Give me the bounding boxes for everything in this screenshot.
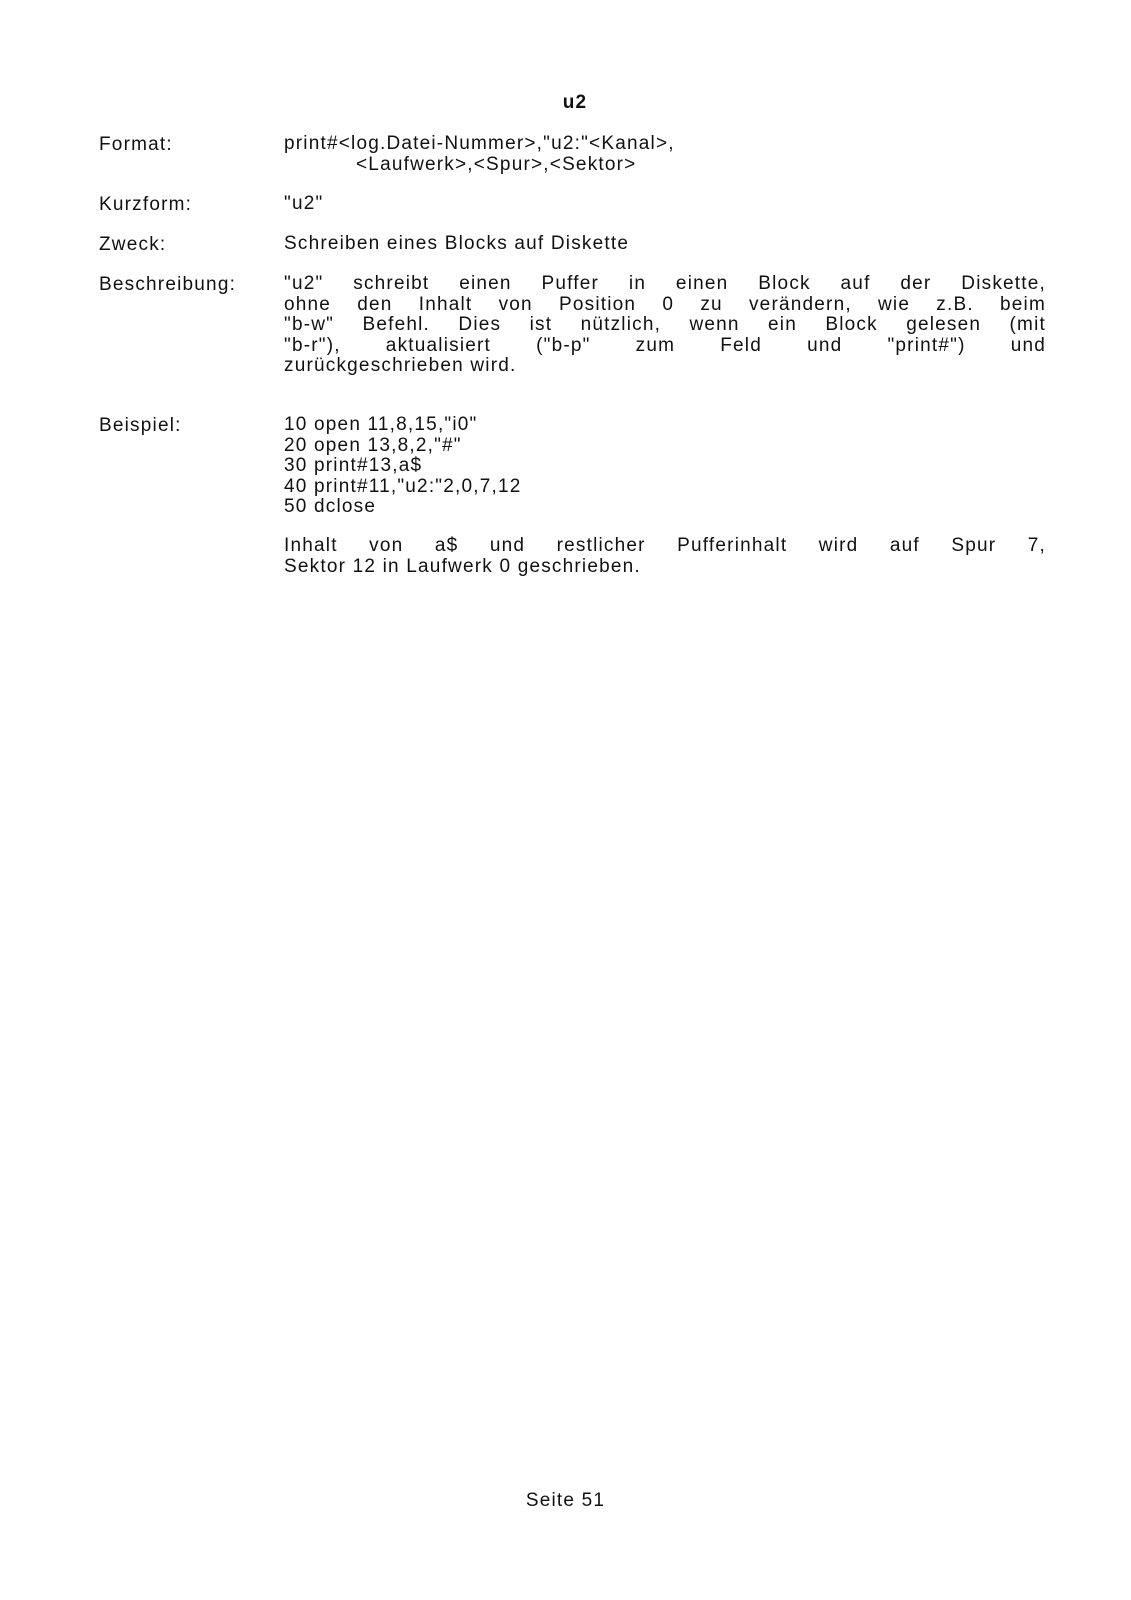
code-line-10: 10 open 11,8,15,"i0" [284,414,478,435]
beschreibung-line-1: "u2" schreibt einen Puffer in einen Block auf der Diskette, [284,273,1046,294]
page-title: u2 [562,92,588,113]
code-line-30: 30 print#13,a$ [284,455,423,476]
zweck-value: Schreiben eines Blocks auf Diskette [284,233,630,254]
beschreibung-content [284,274,1046,377]
zweck-content [284,234,1046,255]
beschreibung-line-2: ohne den Inhalt von Position 0 zu verändern, wie z.B. beim [284,293,1046,315]
code-line-20: 20 open 13,8,2,"#" [284,434,462,456]
beispiel-note [284,536,1046,577]
format-content [284,134,1046,175]
kurzform-value: "u2" [284,193,324,214]
zweck-label: Zweck: [99,234,167,255]
format-line-2: <Laufwerk>,<Spur>,<Sektor> [356,153,637,175]
beispiel-label: Beispiel: [99,415,182,436]
page-number: Seite 51 [525,1490,606,1511]
beispiel-code [284,415,1046,518]
kurzform-label: Kurzform: [99,194,193,215]
beschreibung-line-5: zurückgeschrieben wird. [284,355,517,376]
beispiel-note-line-1: Inhalt von a$ und restlicher Pufferinhalt wird auf Spur 7, [284,535,1046,556]
kurzform-content [284,194,1046,215]
code-line-50: 50 dclose [284,496,377,517]
format-label: Format: [99,134,173,155]
format-line-1: print#<log.Datei-Nummer>,"u2:"<Kanal>, [284,133,675,154]
beschreibung-label: Beschreibung: [99,274,237,295]
code-line-40: 40 print#11,"u2:"2,0,7,12 [284,475,522,497]
beschreibung-line-3: "b-w" Befehl. Dies ist nützlich, wenn ein Block gelesen (mit [284,314,1046,335]
beispiel-note-line-2: Sektor 12 in Laufwerk 0 geschrieben. [284,555,641,577]
beschreibung-line-4: "b-r"), aktualisiert ("b-p" zum Feld und "print#") und [284,334,1046,356]
